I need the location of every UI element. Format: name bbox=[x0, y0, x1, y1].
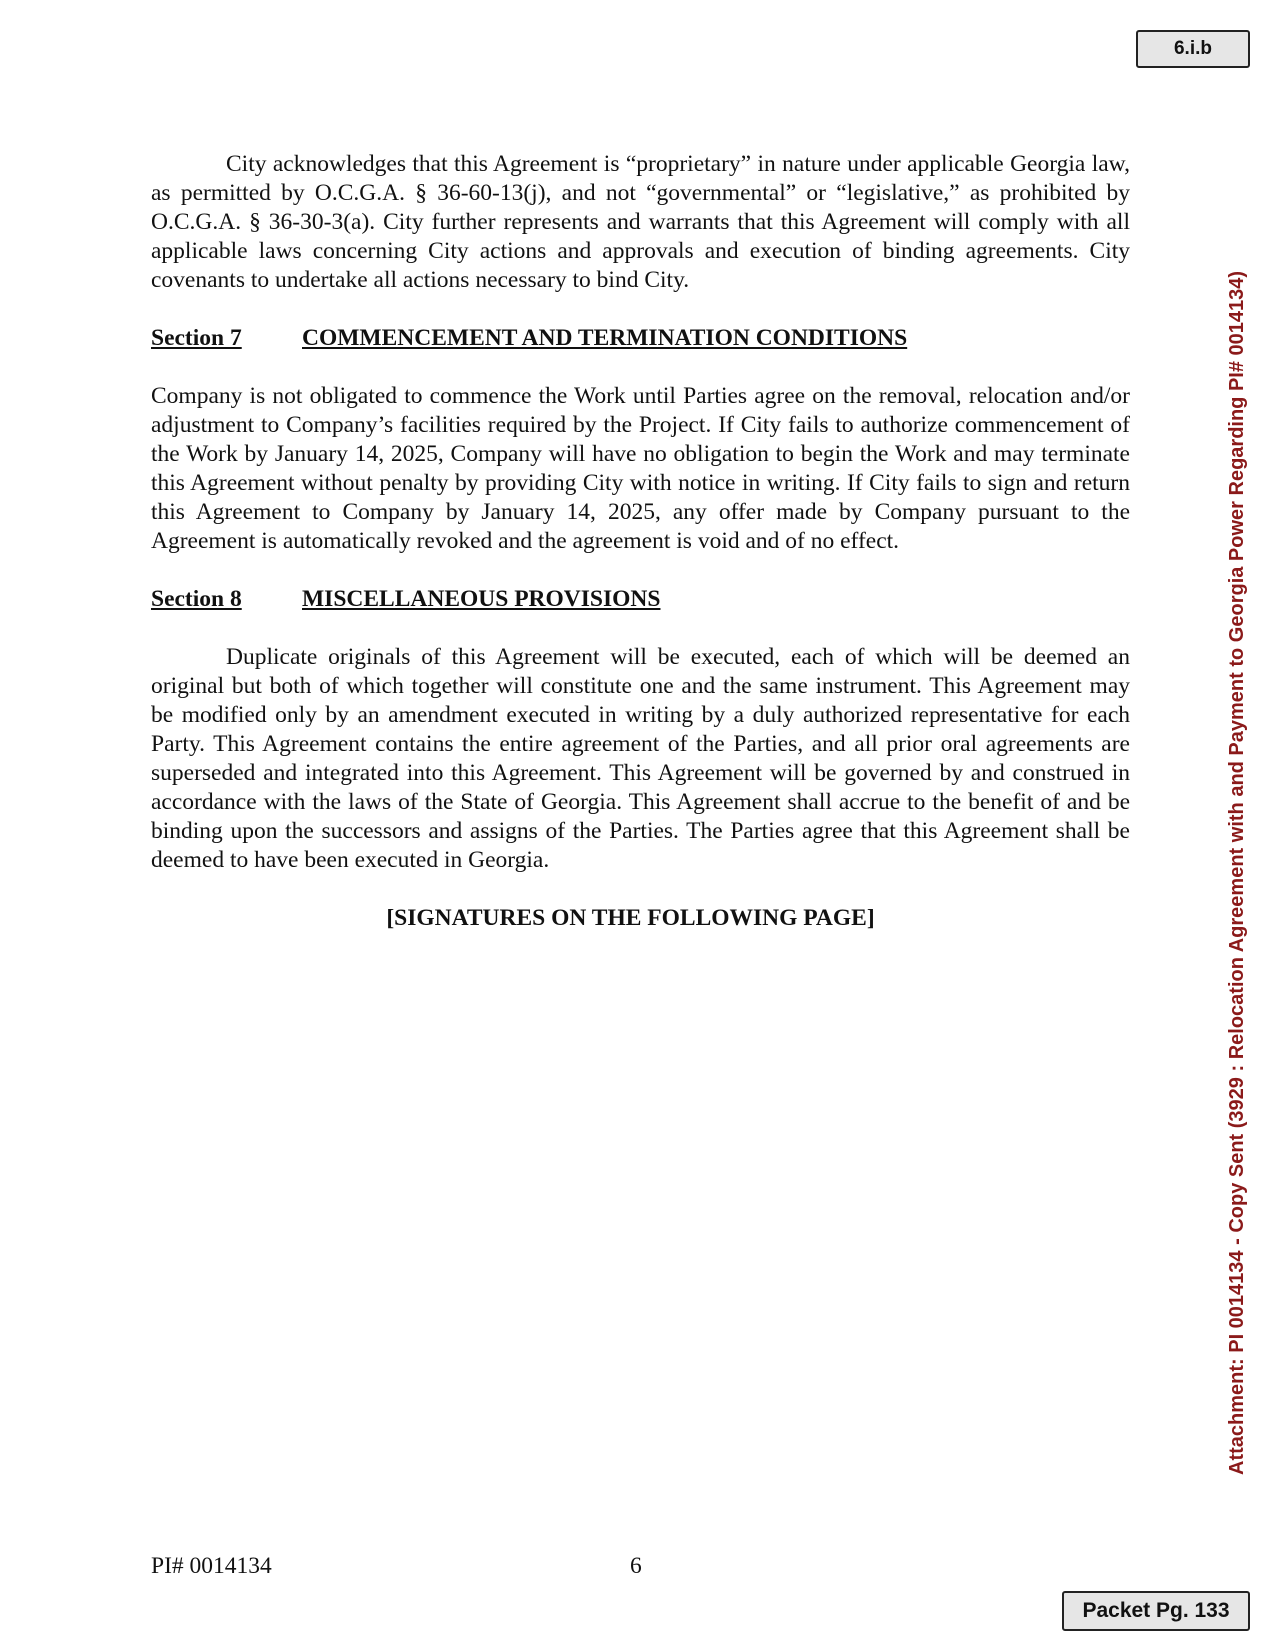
packet-page-tag: Packet Pg. 133 bbox=[1062, 1591, 1250, 1631]
agenda-item-tag: 6.i.b bbox=[1136, 30, 1250, 68]
section-7-title: COMMENCEMENT AND TERMINATION CONDITIONS bbox=[302, 325, 908, 351]
section-7-heading bbox=[151, 324, 1130, 353]
footer-page-number: 6 bbox=[630, 1553, 642, 1579]
section-7-paragraph: Company is not obligated to commence the Work until Parties agree on the removal, relocation and/or adjustment to Company’s facilities required by the Project. If City fails to authorize commencement of the Work by January 14, 2025, Company will have no obligation to begin the Work and may terminate this Agreement without penalty by providing City with notice in writing. If City fails to sign and return this Agreement to Company by January 14, 2025, any offer made by Company pursuant to the Agreement is automatically revoked and the agreement is void and of no effect. bbox=[151, 383, 1130, 554]
section-8-paragraph: Duplicate originals of this Agreement will be executed, each of which will be deemed an original but both of which together will constitute one and the same instrument. This Agreement may be modified only by an amendment executed in writing by a duly authorized representative for each Party. This Agreement contains the entire agreement of the Parties, and all prior oral agreements are superseded and integrated into this Agreement. This Agreement will be governed by and construed in accordance with the laws of the State of Georgia. This Agreement shall accrue to the benefit of and be binding upon the successors and assigns of the Parties. The Parties agree that this Agreement shall be deemed to have been executed in Georgia. bbox=[151, 644, 1130, 873]
attachment-side-banner: Attachment: PI 0014134 - Copy Sent (3929 : Relocation Agreement with and Payment to Georgia Power Regarding PI# 0014134) bbox=[1226, 270, 1248, 1475]
section-7-number: Section 7 bbox=[151, 325, 242, 351]
footer-project-id: PI# 0014134 bbox=[151, 1553, 272, 1579]
document-body bbox=[151, 150, 1130, 933]
intro-paragraph: City acknowledges that this Agreement is “proprietary” in nature under applicable Georgia law, as permitted by O.C.G.A. § 36-60-13(j), and not “governmental” or “legislative,” as prohibited by O.C.G.A. § 36-30-3(a). City further represents and warrants that this Agreement will comply with all applicable laws concerning City actions and approvals and execution of binding agreements. City covenants to undertake all actions necessary to bind City. bbox=[151, 151, 1130, 293]
section-8-heading bbox=[151, 585, 1130, 614]
signature-note: [SIGNATURES ON THE FOLLOWING PAGE] bbox=[386, 905, 875, 931]
section-8-number: Section 8 bbox=[151, 586, 242, 612]
section-8-title: MISCELLANEOUS PROVISIONS bbox=[302, 586, 661, 612]
